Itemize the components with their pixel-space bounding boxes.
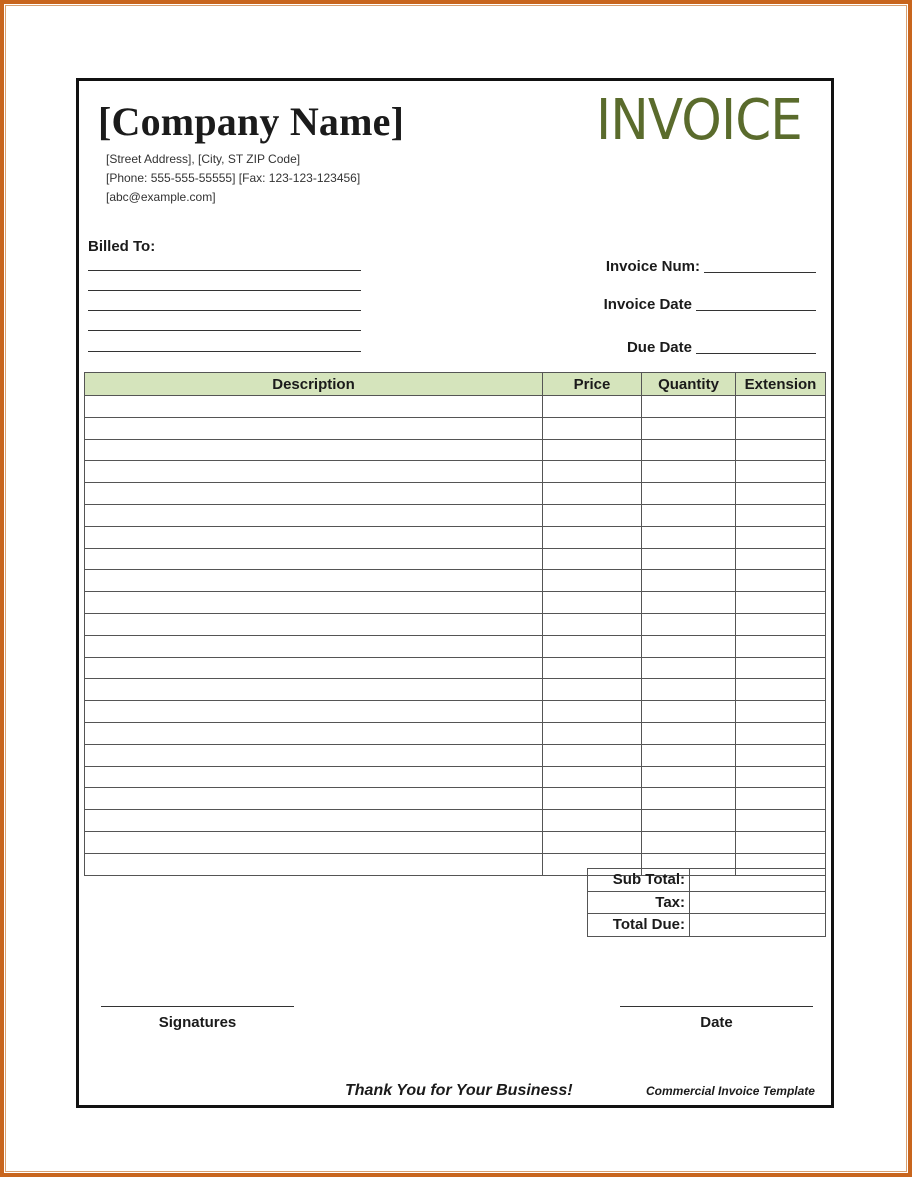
column-header-description: Description: [85, 373, 543, 396]
company-email: [abc@example.com]: [106, 190, 216, 204]
cell-price[interactable]: [543, 417, 642, 439]
cell-extension[interactable]: [736, 483, 826, 505]
cell-extension[interactable]: [736, 592, 826, 614]
sub-total-value[interactable]: [690, 869, 826, 892]
billed-to-line[interactable]: [88, 270, 361, 271]
cell-extension[interactable]: [736, 831, 826, 853]
table-row: [85, 679, 826, 701]
due-date-label: Due Date: [626, 339, 692, 356]
cell-extension[interactable]: [736, 679, 826, 701]
cell-price[interactable]: [543, 657, 642, 679]
total-due-row: [588, 914, 826, 937]
cell-price[interactable]: [543, 766, 642, 788]
cell-description[interactable]: [85, 526, 543, 548]
table-row: [85, 439, 826, 461]
cell-description[interactable]: [85, 679, 543, 701]
table-row: [85, 461, 826, 483]
table-row: [85, 766, 826, 788]
cell-description[interactable]: [85, 504, 543, 526]
cell-description[interactable]: [85, 439, 543, 461]
invoice-num-row: [606, 258, 816, 275]
cell-price[interactable]: [543, 439, 642, 461]
cell-price[interactable]: [543, 396, 642, 418]
table-row: [85, 526, 826, 548]
total-due-value[interactable]: [690, 914, 826, 937]
cell-quantity[interactable]: [642, 592, 736, 614]
table-row: [85, 592, 826, 614]
cell-price[interactable]: [543, 613, 642, 635]
column-header-price: Price: [543, 373, 642, 396]
thank-you-note: Thank You for Your Business!: [345, 1082, 573, 1099]
cell-extension[interactable]: [736, 722, 826, 744]
cell-description[interactable]: [85, 417, 543, 439]
cell-extension[interactable]: [736, 526, 826, 548]
date-line[interactable]: [620, 1006, 813, 1007]
cell-price[interactable]: [543, 570, 642, 592]
table-row: [85, 722, 826, 744]
cell-description[interactable]: [85, 744, 543, 766]
cell-quantity[interactable]: [642, 831, 736, 853]
cell-extension[interactable]: [736, 635, 826, 657]
cell-quantity[interactable]: [642, 766, 736, 788]
invoice-num-label: Invoice Num:: [605, 258, 700, 275]
cell-description[interactable]: [85, 461, 543, 483]
table-row: [85, 635, 826, 657]
table-row: [85, 744, 826, 766]
table-row: [85, 396, 826, 418]
sub-total-label: Sub Total:: [588, 869, 690, 892]
cell-extension[interactable]: [736, 570, 826, 592]
cell-quantity[interactable]: [642, 744, 736, 766]
date-label: Date: [700, 1014, 733, 1031]
billed-to-line[interactable]: [88, 330, 361, 331]
column-header-extension: Extension: [736, 373, 826, 396]
cell-quantity[interactable]: [642, 439, 736, 461]
cell-quantity[interactable]: [642, 788, 736, 810]
table-row: [85, 788, 826, 810]
due-date-row: [627, 339, 816, 356]
cell-description[interactable]: [85, 853, 543, 875]
company-phone-fax: [Phone: 555-555-55555] [Fax: 123-123-123456]: [106, 171, 361, 185]
table-row: [85, 701, 826, 723]
billed-to-line[interactable]: [88, 351, 361, 352]
cell-description[interactable]: [85, 701, 543, 723]
invoice-date-label: Invoice Date: [603, 296, 692, 313]
cell-extension[interactable]: [736, 439, 826, 461]
cell-extension[interactable]: [736, 396, 826, 418]
tax-value[interactable]: [690, 891, 826, 914]
table-row: [85, 831, 826, 853]
cell-quantity[interactable]: [642, 613, 736, 635]
tax-row: [588, 891, 826, 914]
table-row: [85, 417, 826, 439]
table-row: [85, 657, 826, 679]
cell-price[interactable]: [543, 831, 642, 853]
cell-description[interactable]: [85, 592, 543, 614]
cell-quantity[interactable]: [642, 461, 736, 483]
items-table: [84, 372, 826, 876]
table-row: [85, 613, 826, 635]
cell-price[interactable]: [543, 483, 642, 505]
cell-price[interactable]: [543, 592, 642, 614]
cell-price[interactable]: [543, 701, 642, 723]
company-name: [Company Name]: [98, 99, 405, 144]
cell-description[interactable]: [85, 810, 543, 832]
cell-extension[interactable]: [736, 417, 826, 439]
cell-quantity[interactable]: [642, 679, 736, 701]
cell-quantity[interactable]: [642, 701, 736, 723]
cell-description[interactable]: [85, 570, 543, 592]
cell-description[interactable]: [85, 613, 543, 635]
cell-extension[interactable]: [736, 744, 826, 766]
cell-price[interactable]: [543, 679, 642, 701]
cell-description[interactable]: [85, 635, 543, 657]
total-due-label: Total Due:: [588, 914, 690, 937]
cell-price[interactable]: [543, 810, 642, 832]
cell-price[interactable]: [543, 461, 642, 483]
cell-price[interactable]: [543, 504, 642, 526]
cell-quantity[interactable]: [642, 657, 736, 679]
table-row: [85, 504, 826, 526]
cell-description[interactable]: [85, 548, 543, 570]
items-body: [85, 396, 826, 876]
invoice-date-row: [604, 296, 816, 313]
signature-line[interactable]: [101, 1006, 294, 1007]
billed-to-label: Billed To:: [88, 238, 156, 255]
cell-description[interactable]: [85, 766, 543, 788]
cell-description[interactable]: [85, 722, 543, 744]
cell-price[interactable]: [543, 635, 642, 657]
invoice-num-field[interactable]: [704, 258, 816, 273]
sub-total-row: [588, 869, 826, 892]
cell-extension[interactable]: [736, 613, 826, 635]
totals-table: [587, 868, 826, 937]
cell-description[interactable]: [85, 831, 543, 853]
items-header-row: [85, 373, 826, 396]
table-row: [85, 548, 826, 570]
cell-quantity[interactable]: [642, 504, 736, 526]
cell-extension[interactable]: [736, 810, 826, 832]
cell-quantity[interactable]: [642, 810, 736, 832]
cell-description[interactable]: [85, 788, 543, 810]
cell-quantity[interactable]: [642, 722, 736, 744]
cell-quantity[interactable]: [642, 635, 736, 657]
table-row: [85, 483, 826, 505]
cell-extension[interactable]: [736, 766, 826, 788]
cell-quantity[interactable]: [642, 526, 736, 548]
tax-label: Tax:: [588, 891, 690, 914]
cell-extension[interactable]: [736, 504, 826, 526]
cell-extension[interactable]: [736, 461, 826, 483]
signatures-label: Signatures: [158, 1014, 237, 1031]
invoice-date-field[interactable]: [696, 296, 816, 311]
cell-description[interactable]: [85, 483, 543, 505]
cell-extension[interactable]: [736, 657, 826, 679]
cell-quantity[interactable]: [642, 570, 736, 592]
billed-to-line[interactable]: [88, 310, 361, 311]
cell-extension[interactable]: [736, 548, 826, 570]
column-header-quantity: Quantity: [642, 373, 736, 396]
cell-price[interactable]: [543, 722, 642, 744]
cell-quantity[interactable]: [642, 396, 736, 418]
cell-price[interactable]: [543, 744, 642, 766]
cell-quantity[interactable]: [642, 548, 736, 570]
table-row: [85, 570, 826, 592]
table-row: [85, 810, 826, 832]
cell-quantity[interactable]: [642, 417, 736, 439]
cell-price[interactable]: [543, 548, 642, 570]
invoice-title: INVOICE: [596, 88, 802, 153]
cell-price[interactable]: [543, 526, 642, 548]
cell-description[interactable]: [85, 657, 543, 679]
cell-quantity[interactable]: [642, 483, 736, 505]
cell-extension[interactable]: [736, 788, 826, 810]
template-name: Commercial Invoice Template: [646, 1084, 815, 1098]
cell-description[interactable]: [85, 396, 543, 418]
company-address: [Street Address], [City, ST ZIP Code]: [106, 152, 301, 166]
cell-price[interactable]: [543, 788, 642, 810]
billed-to-line[interactable]: [88, 290, 361, 291]
due-date-field[interactable]: [696, 339, 816, 354]
cell-extension[interactable]: [736, 701, 826, 723]
